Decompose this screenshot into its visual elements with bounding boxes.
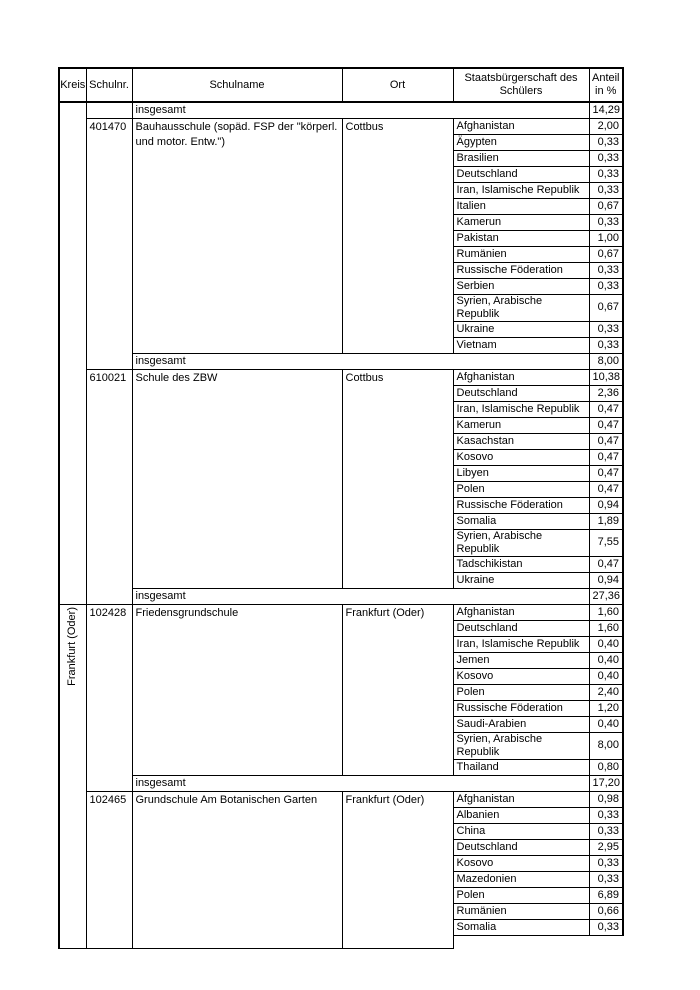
anteil-cell: 0,33 <box>589 150 623 166</box>
country-row <box>59 118 623 134</box>
anteil-cell: 0,47 <box>589 433 623 449</box>
kreis-cell <box>59 604 86 948</box>
country-cell: Polen <box>453 887 589 903</box>
schulnr-cell: 610021 <box>86 369 132 604</box>
country-cell: Brasilien <box>453 150 589 166</box>
anteil-cell: 0,66 <box>589 903 623 919</box>
header-anteil: Anteil in % <box>589 68 623 102</box>
anteil-cell: 1,60 <box>589 620 623 636</box>
anteil-cell: 2,95 <box>589 839 623 855</box>
anteil-cell: 1,20 <box>589 700 623 716</box>
country-cell: Kosovo <box>453 449 589 465</box>
country-cell: Syrien, Arabische Republik <box>453 732 589 759</box>
country-cell: Afghanistan <box>453 791 589 807</box>
anteil-cell: 0,33 <box>589 823 623 839</box>
insgesamt-row <box>59 588 623 604</box>
country-row <box>59 604 623 620</box>
anteil-cell: 0,33 <box>589 214 623 230</box>
country-cell: Deutschland <box>453 620 589 636</box>
anteil-cell: 0,33 <box>589 855 623 871</box>
anteil-cell: 0,33 <box>589 871 623 887</box>
kreis-cell <box>59 102 86 604</box>
insgesamt-cell: insgesamt <box>132 588 589 604</box>
country-cell: Thailand <box>453 759 589 775</box>
anteil-cell: 0,33 <box>589 182 623 198</box>
country-cell: Russische Föderation <box>453 262 589 278</box>
country-cell: Somalia <box>453 919 589 935</box>
country-cell: Mazedonien <box>453 871 589 887</box>
country-row <box>59 369 623 385</box>
country-cell: Jemen <box>453 652 589 668</box>
schulnr-cell <box>86 102 132 118</box>
insgesamt-cell: insgesamt <box>132 775 589 791</box>
anteil-cell: 0,40 <box>589 716 623 732</box>
country-cell: Deutschland <box>453 166 589 182</box>
anteil-cell: 6,89 <box>589 887 623 903</box>
anteil-cell: 2,00 <box>589 118 623 134</box>
country-cell: Vietnam <box>453 337 589 353</box>
country-cell: Tadschikistan <box>453 556 589 572</box>
anteil-cell: 0,33 <box>589 278 623 294</box>
schulnr-cell: 102428 <box>86 604 132 791</box>
country-cell: Russische Föderation <box>453 497 589 513</box>
header-ort: Ort <box>342 68 453 102</box>
country-cell: Pakistan <box>453 230 589 246</box>
anteil-cell: 0,33 <box>589 262 623 278</box>
anteil-cell: 0,47 <box>589 401 623 417</box>
country-cell: Kamerun <box>453 417 589 433</box>
anteil-cell: 0,47 <box>589 417 623 433</box>
schulnr-cell: 102465 <box>86 791 132 948</box>
country-cell: Rumänien <box>453 246 589 262</box>
anteil-cell: 0,67 <box>589 198 623 214</box>
anteil-cell: 0,47 <box>589 556 623 572</box>
country-cell: Serbien <box>453 278 589 294</box>
anteil-cell: 0,67 <box>589 246 623 262</box>
header-row <box>59 68 623 102</box>
insgesamt-cell: insgesamt <box>132 102 589 118</box>
anteil-cell: 1,89 <box>589 513 623 529</box>
anteil-cell: 0,67 <box>589 294 623 321</box>
report-page-table-region <box>58 67 626 933</box>
header-staatsbuergerschaft: Staatsbürgerschaft des Schülers <box>453 68 589 102</box>
anteil-cell: 0,40 <box>589 668 623 684</box>
anteil-cell: 17,20 <box>589 775 623 791</box>
ort-cell: Cottbus <box>342 369 453 588</box>
phantom-cell <box>589 935 623 948</box>
schulname-cell: Schule des ZBW <box>132 369 342 588</box>
country-row <box>59 791 623 807</box>
country-cell: Syrien, Arabische Republik <box>453 294 589 321</box>
ort-cell: Frankfurt (Oder) <box>342 791 453 948</box>
country-cell: Ukraine <box>453 572 589 588</box>
country-cell: Afghanistan <box>453 118 589 134</box>
country-cell: Afghanistan <box>453 369 589 385</box>
country-cell: Rumänien <box>453 903 589 919</box>
country-cell: Iran, Islamische Republik <box>453 182 589 198</box>
header-kreis: Kreis <box>59 68 86 102</box>
country-cell: Polen <box>453 481 589 497</box>
anteil-cell: 8,00 <box>589 732 623 759</box>
country-cell: Kosovo <box>453 855 589 871</box>
country-cell: Iran, Islamische Republik <box>453 636 589 652</box>
insgesamt-row <box>59 102 623 118</box>
anteil-cell: 0,94 <box>589 497 623 513</box>
kreis-vertical-label: Frankfurt (Oder) <box>66 606 79 686</box>
country-cell: Kosovo <box>453 668 589 684</box>
anteil-cell: 2,36 <box>589 385 623 401</box>
insgesamt-cell: insgesamt <box>132 353 589 369</box>
country-cell: Afghanistan <box>453 604 589 620</box>
school-nationality-table <box>58 67 624 949</box>
anteil-cell: 0,80 <box>589 759 623 775</box>
anteil-cell: 0,40 <box>589 636 623 652</box>
anteil-cell: 0,33 <box>589 337 623 353</box>
country-cell: Russische Föderation <box>453 700 589 716</box>
country-cell: Libyen <box>453 465 589 481</box>
anteil-cell: 14,29 <box>589 102 623 118</box>
country-cell: Kasachstan <box>453 433 589 449</box>
anteil-cell: 0,47 <box>589 465 623 481</box>
country-cell: Somalia <box>453 513 589 529</box>
anteil-cell: 0,98 <box>589 791 623 807</box>
anteil-cell: 27,36 <box>589 588 623 604</box>
ort-cell: Frankfurt (Oder) <box>342 604 453 775</box>
ort-cell: Cottbus <box>342 118 453 353</box>
header-schulnr: Schulnr. <box>86 68 132 102</box>
country-cell: Ukraine <box>453 321 589 337</box>
country-cell: Iran, Islamische Republik <box>453 401 589 417</box>
country-cell: China <box>453 823 589 839</box>
country-cell: Saudi-Arabien <box>453 716 589 732</box>
schulname-cell: Bauhausschule (sopäd. FSP der "körperl. und motor. Entw.") <box>132 118 342 353</box>
country-cell: Kamerun <box>453 214 589 230</box>
anteil-cell: 2,40 <box>589 684 623 700</box>
anteil-cell: 0,33 <box>589 321 623 337</box>
anteil-cell: 0,33 <box>589 134 623 150</box>
anteil-cell: 10,38 <box>589 369 623 385</box>
phantom-cell <box>453 935 589 948</box>
anteil-cell: 0,47 <box>589 449 623 465</box>
country-cell: Deutschland <box>453 839 589 855</box>
anteil-cell: 0,33 <box>589 919 623 935</box>
country-cell: Deutschland <box>453 385 589 401</box>
country-cell: Polen <box>453 684 589 700</box>
anteil-cell: 0,33 <box>589 166 623 182</box>
insgesamt-row <box>59 353 623 369</box>
schulnr-cell: 401470 <box>86 118 132 369</box>
schulname-cell: Grundschule Am Botanischen Garten <box>132 791 342 948</box>
schulname-cell: Friedensgrundschule <box>132 604 342 775</box>
anteil-cell: 1,60 <box>589 604 623 620</box>
anteil-cell: 0,40 <box>589 652 623 668</box>
header-schulname: Schulname <box>132 68 342 102</box>
country-cell: Syrien, Arabische Republik <box>453 529 589 556</box>
insgesamt-row <box>59 775 623 791</box>
anteil-cell: 0,47 <box>589 481 623 497</box>
country-cell: Italien <box>453 198 589 214</box>
country-cell: Ägypten <box>453 134 589 150</box>
anteil-cell: 7,55 <box>589 529 623 556</box>
country-cell: Albanien <box>453 807 589 823</box>
anteil-cell: 1,00 <box>589 230 623 246</box>
anteil-cell: 0,94 <box>589 572 623 588</box>
anteil-cell: 8,00 <box>589 353 623 369</box>
anteil-cell: 0,33 <box>589 807 623 823</box>
